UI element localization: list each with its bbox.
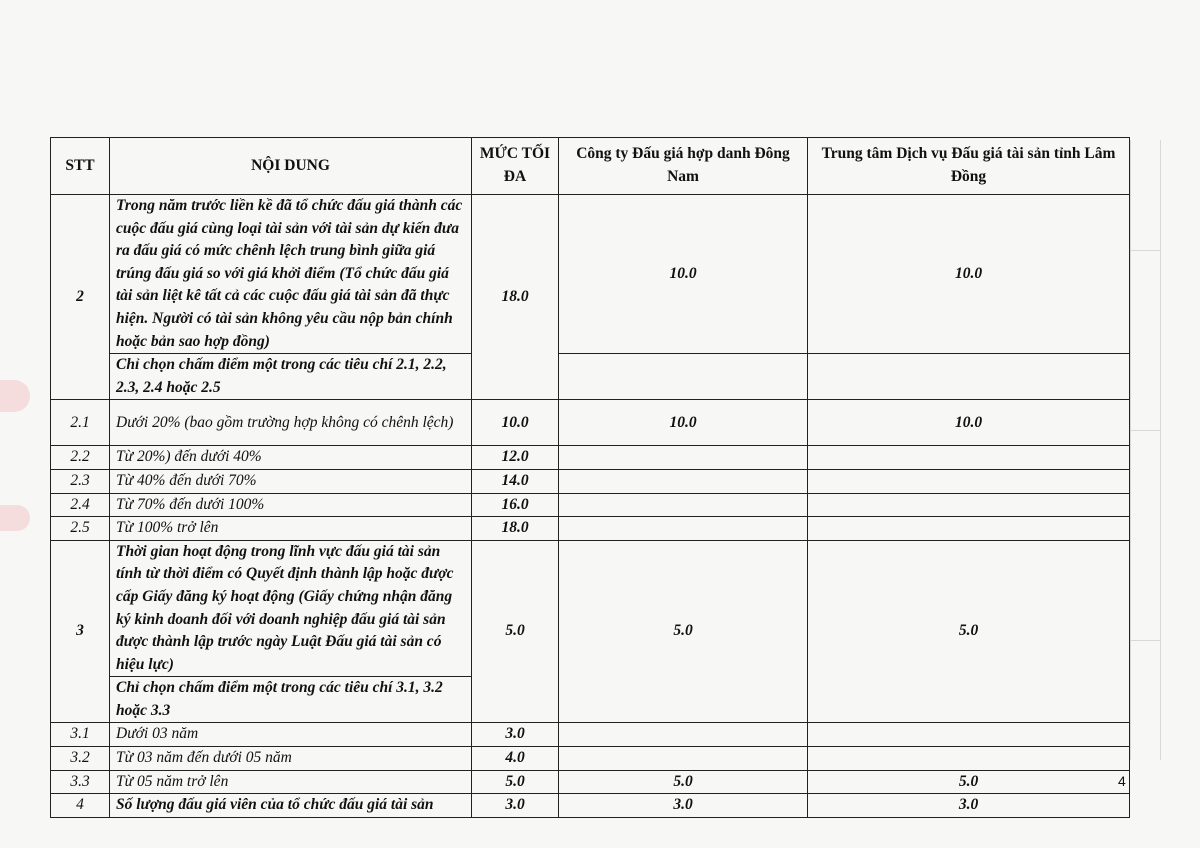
empty-cell (808, 469, 1130, 493)
empty-cell (808, 354, 1130, 400)
row-stt: 2.3 (51, 469, 110, 493)
row-score-dong-nam: 5.0 (559, 540, 808, 723)
row-stt: 3.3 (51, 770, 110, 794)
empty-cell (808, 723, 1130, 747)
row-max: 4.0 (472, 747, 559, 771)
table-row-note (51, 354, 1130, 400)
row-score-dong-nam: 5.0 (559, 770, 808, 794)
row-content: Số lượng đấu giá viên của tổ chức đấu giá tài sản (110, 794, 472, 818)
table-row (51, 493, 1130, 517)
row-max: 5.0 (472, 770, 559, 794)
row-content: Từ 03 năm đến dưới 05 năm (110, 747, 472, 771)
empty-cell (808, 446, 1130, 470)
row-score-lam-dong: 10.0 (808, 400, 1130, 446)
table-row (51, 794, 1130, 818)
row-stt: 2.1 (51, 400, 110, 446)
row-score-lam-dong: 3.0 (808, 794, 1130, 818)
evaluation-table (50, 137, 1130, 818)
row-stt: 4 (51, 794, 110, 818)
row-max: 3.0 (472, 723, 559, 747)
row-note: Chỉ chọn chấm điểm một trong các tiêu chí 3.1, 3.2 hoặc 3.3 (110, 677, 472, 723)
header-max: MỨC TỐI ĐA (472, 138, 559, 195)
table-row (51, 400, 1130, 446)
row-max: 10.0 (472, 400, 559, 446)
empty-cell (559, 446, 808, 470)
header-stt: STT (51, 138, 110, 195)
page-number: 4 (1118, 773, 1126, 789)
row-note: Chỉ chọn chấm điểm một trong các tiêu chí 2.1, 2.2, 2.3, 2.4 hoặc 2.5 (110, 354, 472, 400)
table-row (51, 747, 1130, 771)
row-content: Dưới 03 năm (110, 723, 472, 747)
empty-cell (559, 469, 808, 493)
row-stt: 3.1 (51, 723, 110, 747)
empty-cell (559, 723, 808, 747)
row-max: 14.0 (472, 469, 559, 493)
stamp-mark (0, 505, 30, 531)
row-score-lam-dong: 5.0 (808, 770, 1130, 794)
row-stt: 2.5 (51, 517, 110, 541)
row-max: 5.0 (472, 540, 559, 723)
table-row (51, 446, 1130, 470)
row-max: 18.0 (472, 195, 559, 400)
row-stt: 2.4 (51, 493, 110, 517)
row-max: 18.0 (472, 517, 559, 541)
row-content: Dưới 20% (bao gồm trường hợp không có chênh lệch) (110, 400, 472, 446)
table-row (51, 517, 1130, 541)
row-score-dong-nam: 10.0 (559, 195, 808, 354)
row-content: Trong năm trước liền kề đã tổ chức đấu giá thành các cuộc đấu giá cùng loại tài sản với tài sản dự kiến đưa ra đấu giá có mức chênh lệch trung bình giữa giá trúng đấu giá so với giá khởi điểm (Tổ chức đấu giá tài sản liệt kê tất cả các cuộc đấu giá tài sản đã thực hiện. Người có tài sản không yêu cầu nộp bản chính hoặc bản sao hợp đồng) (110, 195, 472, 354)
table-row (51, 770, 1130, 794)
table-row (51, 540, 1130, 677)
table-row (51, 469, 1130, 493)
empty-cell (808, 747, 1130, 771)
table-row (51, 195, 1130, 354)
row-score-lam-dong: 10.0 (808, 195, 1130, 354)
row-content: Từ 40% đến dưới 70% (110, 469, 472, 493)
row-max: 3.0 (472, 794, 559, 818)
row-score-lam-dong: 5.0 (808, 540, 1130, 723)
row-score-dong-nam: 10.0 (559, 400, 808, 446)
empty-cell (559, 517, 808, 541)
empty-cell (559, 493, 808, 517)
row-score-dong-nam: 3.0 (559, 794, 808, 818)
row-max: 16.0 (472, 493, 559, 517)
row-stt: 3.2 (51, 747, 110, 771)
header-center-lam-dong: Trung tâm Dịch vụ Đấu giá tài sản tỉnh Lâm Đồng (808, 138, 1130, 195)
row-content: Từ 20%) đến dưới 40% (110, 446, 472, 470)
empty-cell (808, 517, 1130, 541)
header-content: NỘI DUNG (110, 138, 472, 195)
row-content: Từ 70% đến dưới 100% (110, 493, 472, 517)
empty-cell (559, 354, 808, 400)
row-content: Thời gian hoạt động trong lĩnh vực đấu giá tài sản tính từ thời điểm có Quyết định thành lập hoặc được cấp Giấy đăng ký hoạt động (Giấy chứng nhận đăng ký kinh doanh đối với doanh nghiệp đấu giá tài sản được thành lập trước ngày Luật Đấu giá tài sản có hiệu lực) (110, 540, 472, 677)
row-max: 12.0 (472, 446, 559, 470)
table-header-row (51, 138, 1130, 195)
empty-cell (808, 493, 1130, 517)
row-stt: 2.2 (51, 446, 110, 470)
row-stt: 2 (51, 195, 110, 400)
stamp-mark (0, 380, 30, 412)
table-row (51, 723, 1130, 747)
empty-cell (559, 747, 808, 771)
row-content: Từ 05 năm trở lên (110, 770, 472, 794)
header-company-dong-nam: Công ty Đấu giá hợp danh Đông Nam (559, 138, 808, 195)
row-stt: 3 (51, 540, 110, 723)
row-content: Từ 100% trở lên (110, 517, 472, 541)
